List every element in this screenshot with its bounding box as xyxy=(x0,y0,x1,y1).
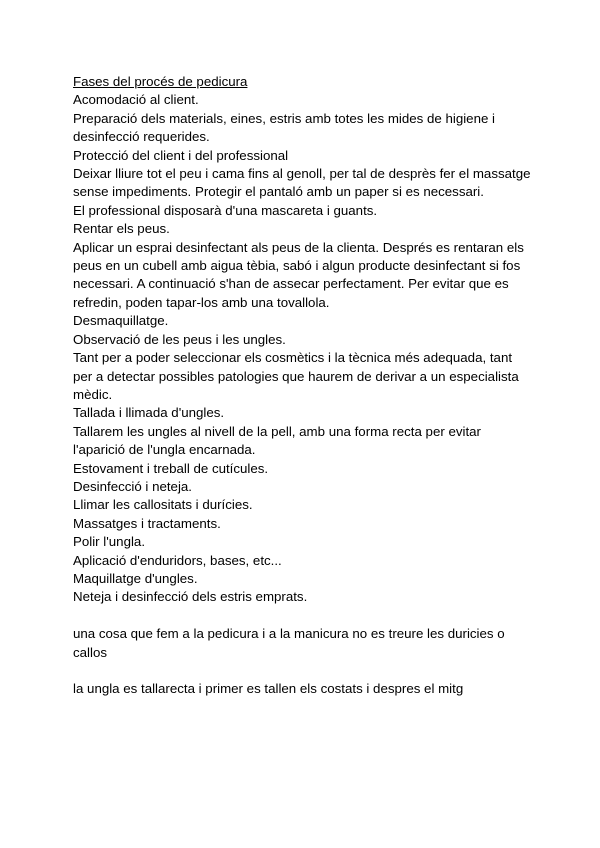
document-line: Llimar les callositats i durícies. xyxy=(73,497,253,513)
document-line: Tallarem les ungles al nivell de la pell, amb una forma recta per evitar l'aparició de l'ungla encarnada. xyxy=(73,423,481,458)
document-line: Aplicació d'enduridors, bases, etc... xyxy=(73,552,282,568)
document-line: Observació de les peus i les ungles. xyxy=(73,331,286,347)
document-line: Polir l'ungla. xyxy=(73,534,146,550)
document-line: Protecció del client i del professional xyxy=(73,147,289,163)
document-line: El professional disposarà d'una mascareta i guants. xyxy=(73,202,378,218)
paragraph-gap xyxy=(73,607,533,625)
document-line: Estovament i treball de cutícules. xyxy=(73,460,269,476)
document-line: Massatges i tractaments. xyxy=(73,515,221,531)
document-line: Tant per a poder seleccionar els cosmètics i la tècnica més adequada, tant per a detectar possibles patologies que haurem de derivar a un especialista mèdic. xyxy=(73,350,519,402)
document-title: Fases del procés de pedicura xyxy=(73,74,248,89)
document-line: Maquillatge d'ungles. xyxy=(73,570,198,586)
document-line: Neteja i desinfecció dels estris emprats. xyxy=(73,589,308,605)
document-line: Acomodació al client. xyxy=(73,92,199,108)
document-line: Aplicar un esprai desinfectant als peus de la clienta. Després es rentaran els peus en un cubell amb aigua tèbia, sabó i algun producte desinfectant si fos necessari. A continuació s'han de assecar perfectament. Per evitar que es refredin, poden tapar-los amb una tovallola. xyxy=(73,239,524,310)
document-line: Tallada i llimada d'ungles. xyxy=(73,405,225,421)
document-line: Rentar els peus. xyxy=(73,221,170,237)
paragraph-gap xyxy=(73,662,533,680)
document-line: Preparació dels materials, eines, estris amb totes les mides de higiene i desinfecció requerides. xyxy=(73,110,496,145)
document-line: Desmaquillatge. xyxy=(73,313,169,329)
document-note: la ungla es tallarecta i primer es tallen els costats i despres el mitg xyxy=(73,681,464,697)
document-note: una cosa que fem a la pedicura i a la manicura no es treure les duricies o callos xyxy=(73,626,505,660)
document-line: Deixar lliure tot el peu i cama fins al genoll, per tal de desprès fer el massatge sense impediments. Protegir el pantaló amb un paper si es necessari. xyxy=(73,166,531,200)
document-line: Desinfecció i neteja. xyxy=(73,478,192,494)
document-page xyxy=(73,73,533,699)
